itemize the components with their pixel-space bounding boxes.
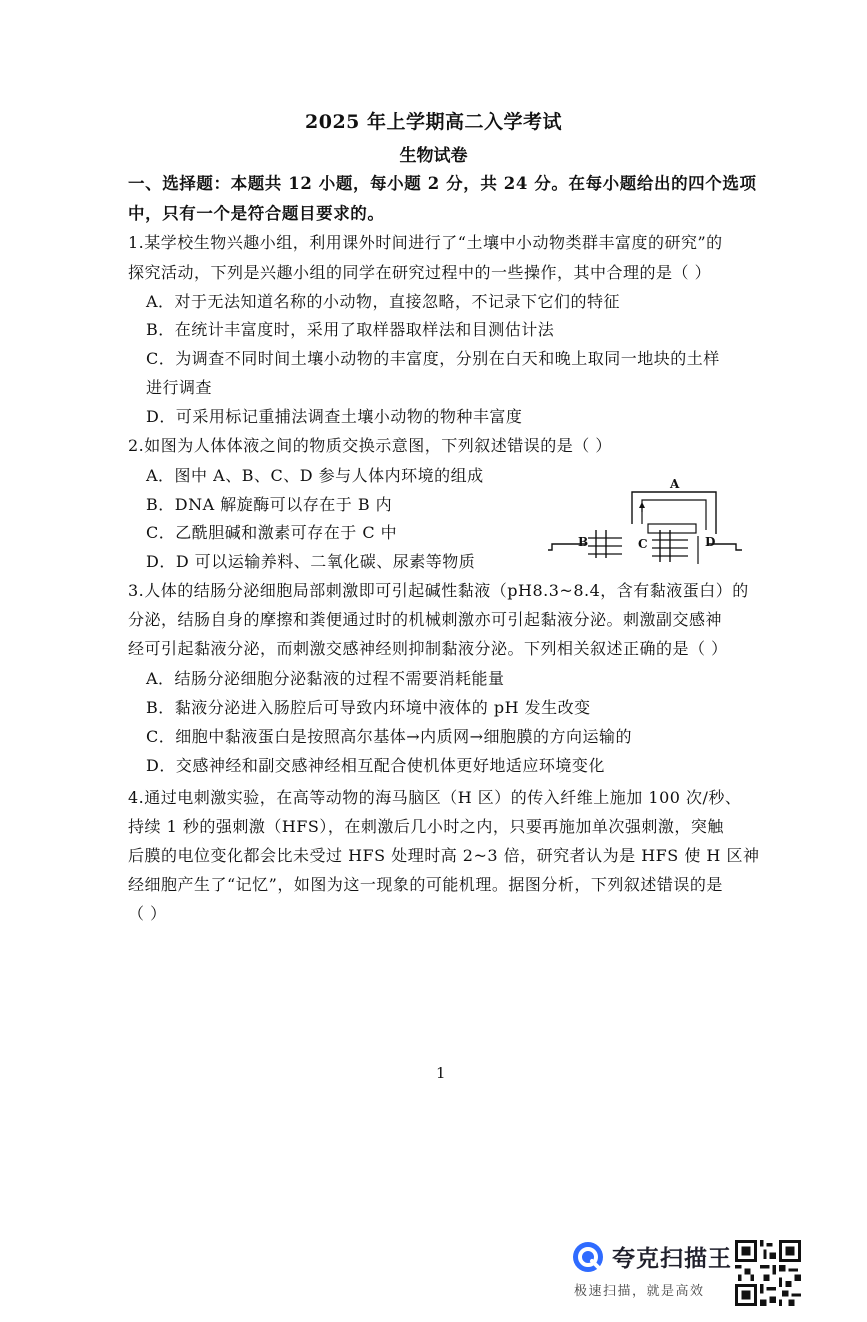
q4-stem-line-4: 经细胞产生了“记忆”，如图为这一现象的可能机理。据图分析，下列叙述错误的是 — [128, 875, 723, 894]
exam-title: 2025 年上学期高二入学考试 — [305, 111, 562, 133]
q4-stem-line-2: 持续 1 秒的强刺激（HFS），在刺激后几小时之内，只要再施加单次强刺激，突触 — [128, 817, 724, 836]
q2-option-d: D．D 可以运输养料、二氧化碳、尿素等物质 — [146, 552, 476, 571]
diagram-label-b: B — [578, 535, 589, 549]
q3-option-d: D．交感神经和副交感神经相互配合使机体更好地适应环境变化 — [146, 756, 605, 775]
q3-stem-line-1: 3.人体的结肠分泌细胞局部刺激即可引起碱性黏液（pH8.3~8.4，含有黏液蛋白）的 — [128, 581, 749, 600]
scanner-watermark — [568, 1236, 738, 1306]
q1-option-c-line-1: C．为调查不同时间土壤小动物的丰富度，分别在白天和晚上取同一地块的土样 — [146, 349, 720, 368]
section-heading-line-1: 一、选择题：本题共 12 小题，每小题 2 分，共 24 分。在每小题给出的四个选项 — [128, 174, 757, 193]
q1-option-a: A．对于无法知道名称的小动物，直接忽略，不记录下它们的特征 — [146, 292, 621, 311]
q1-stem-line-2: 探究活动，下列是兴趣小组的同学在研究过程中的一些操作，其中合理的是（ ） — [128, 263, 712, 282]
diagram-label-a: A — [670, 478, 680, 491]
brand-slogan: 极速扫描，就是高效 — [574, 1284, 705, 1299]
q3-stem-line-2: 分泌，结肠自身的摩擦和粪便通过时的机械刺激亦可引起黏液分泌。刺激副交感神 — [128, 610, 723, 629]
qr-code-icon — [735, 1240, 801, 1306]
q1-option-b: B．在统计丰富度时，采用了取样器取样法和目测估计法 — [146, 320, 555, 339]
q3-option-c: C．细胞中黏液蛋白是按照高尔基体→内质网→细胞膜的方向运输的 — [146, 727, 633, 746]
q2-option-a: A．图中 A、B、C、D 参与人体内环境的组成 — [146, 466, 484, 485]
quark-logo-icon — [571, 1240, 605, 1274]
q1-option-d: D．可采用标记重捕法调查土壤小动物的物种丰富度 — [146, 407, 523, 426]
q4-stem-line-5: （ ） — [128, 904, 167, 923]
body-fluid-exchange-diagram — [548, 478, 743, 574]
q4-stem-line-3: 后膜的电位变化都会比未受过 HFS 处理时高 2~3 倍，研究者认为是 HFS 使 H 区神 — [128, 846, 760, 865]
section-heading-line-2: 中，只有一个是符合题目要求的。 — [128, 204, 385, 223]
brand-name: 夸克扫描王 — [612, 1246, 732, 1272]
page-number: 1 — [436, 1064, 446, 1082]
q1-stem-line-1: 1.某学校生物兴趣小组，利用课外时间进行了“土壤中小动物类群丰富度的研究”的 — [128, 233, 723, 252]
q3-stem-line-3: 经可引起黏液分泌，而刺激交感神经则抑制黏液分泌。下列相关叙述正确的是（ ） — [128, 639, 728, 658]
q2-option-c: C．乙酰胆碱和激素可存在于 C 中 — [146, 523, 398, 542]
q1-option-c-line-2: 进行调查 — [146, 378, 213, 397]
diagram-label-c: C — [638, 537, 648, 551]
diagram-label-d: D — [705, 535, 716, 549]
q3-option-b: B．黏液分泌进入肠腔后可导致内环境中液体的 pH 发生改变 — [146, 698, 591, 717]
exam-subtitle: 生物试卷 — [399, 146, 468, 166]
q2-option-b: B．DNA 解旋酶可以存在于 B 内 — [146, 495, 393, 514]
q2-stem: 2.如图为人体体液之间的物质交换示意图，下列叙述错误的是（ ） — [128, 436, 612, 455]
q3-option-a: A．结肠分泌细胞分泌黏液的过程不需要消耗能量 — [146, 669, 505, 688]
q4-stem-line-1: 4.通过电刺激实验，在高等动物的海马脑区（H 区）的传入纤维上施加 100 次/秒、 — [128, 788, 742, 807]
